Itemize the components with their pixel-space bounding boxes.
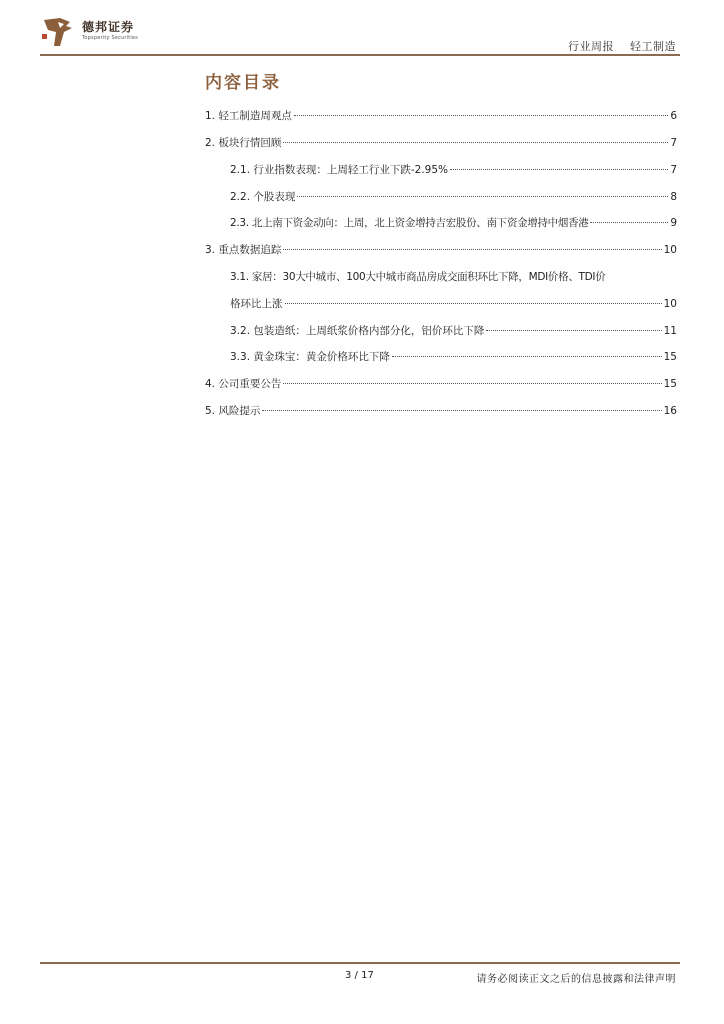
toc-entry-label: 2.1. 行业指数表现：上周轻工行业下跌-2.95% bbox=[230, 164, 449, 176]
toc-leader-dots bbox=[590, 222, 668, 223]
toc-entry-page: 15 bbox=[663, 351, 677, 363]
toc-entry-page: 9 bbox=[670, 217, 677, 229]
toc-entry-label: 1. 轻工制造周观点 bbox=[205, 110, 292, 122]
toc-leader-dots bbox=[294, 115, 668, 116]
legal-disclaimer: 请务必阅读正文之后的信息披露和法律声明 bbox=[476, 974, 676, 985]
brand-name-cn: 德邦证券 bbox=[82, 20, 135, 34]
report-category: 行业周报 bbox=[568, 40, 614, 53]
brand-logo-icon bbox=[40, 14, 76, 50]
toc-leader-dots bbox=[486, 330, 661, 331]
toc-leader-dots bbox=[283, 142, 668, 143]
toc-entry[interactable] bbox=[205, 242, 677, 257]
toc-entry[interactable] bbox=[205, 403, 677, 418]
toc-entry-page: 10 bbox=[663, 244, 677, 256]
toc-entry[interactable] bbox=[205, 376, 677, 391]
toc-entry-page: 6 bbox=[670, 110, 677, 122]
page-indicator: 3 / 17 bbox=[345, 970, 374, 981]
toc-entry-label: 格环比上涨 bbox=[230, 298, 283, 310]
toc-entry-page: 10 bbox=[663, 298, 677, 310]
report-tags bbox=[556, 38, 676, 54]
header-divider bbox=[40, 54, 680, 56]
toc-entry-page: 16 bbox=[663, 405, 677, 417]
toc-leader-dots bbox=[297, 196, 668, 197]
toc-entry-label: 3.3. 黄金珠宝：黄金价格环比下降 bbox=[230, 351, 390, 363]
toc-entry[interactable] bbox=[230, 269, 677, 284]
toc-entry-label: 2.2. 个股表现 bbox=[230, 191, 296, 203]
report-sector: 轻工制造 bbox=[630, 40, 676, 53]
toc-entry-page: 8 bbox=[670, 191, 677, 203]
toc-entry-page: 7 bbox=[670, 164, 677, 176]
toc-entry-page: 15 bbox=[663, 378, 677, 390]
toc-entry-label: 3.2. 包装造纸：上周纸浆价格内部分化，铝价环比下降 bbox=[230, 325, 485, 337]
footer-divider bbox=[40, 962, 680, 964]
toc-entry[interactable] bbox=[230, 349, 677, 364]
toc-entry[interactable] bbox=[230, 215, 677, 230]
brand-name-en: Topsperity Securities bbox=[82, 35, 139, 41]
toc-entry-label: 2.3. 北上南下资金动向：上周，北上资金增持吉宏股份、南下资金增持中烟香港 bbox=[230, 217, 589, 229]
toc-leader-dots bbox=[285, 303, 662, 304]
toc-entry-label: 4. 公司重要公告 bbox=[205, 378, 282, 390]
toc-entry-page: 11 bbox=[663, 325, 677, 337]
toc-entry-label: 5. 风险提示 bbox=[205, 405, 261, 417]
toc-entry[interactable] bbox=[205, 108, 677, 123]
toc-entry-label: 2. 板块行情回顾 bbox=[205, 137, 282, 149]
toc-entry-page: 7 bbox=[670, 137, 677, 149]
toc-leader-dots bbox=[392, 356, 662, 357]
toc-title: 内容目录 bbox=[205, 73, 281, 93]
toc-entry[interactable] bbox=[230, 323, 677, 338]
toc-leader-dots bbox=[450, 169, 668, 170]
toc-entry-continued[interactable] bbox=[230, 296, 677, 311]
toc-leader-dots bbox=[283, 249, 661, 250]
toc-entry[interactable] bbox=[230, 189, 677, 204]
toc-leader-dots bbox=[283, 383, 661, 384]
toc-entry-label: 3.1. 家居：30大中城市、100大中城市商品房成交面积环比下降，MDI价格、TDI价 bbox=[230, 271, 606, 283]
toc-entry[interactable] bbox=[230, 162, 677, 177]
toc-entry[interactable] bbox=[205, 135, 677, 150]
toc-entry-label: 3. 重点数据追踪 bbox=[205, 244, 282, 256]
toc-leader-dots bbox=[262, 410, 661, 411]
company-logo bbox=[40, 14, 160, 50]
